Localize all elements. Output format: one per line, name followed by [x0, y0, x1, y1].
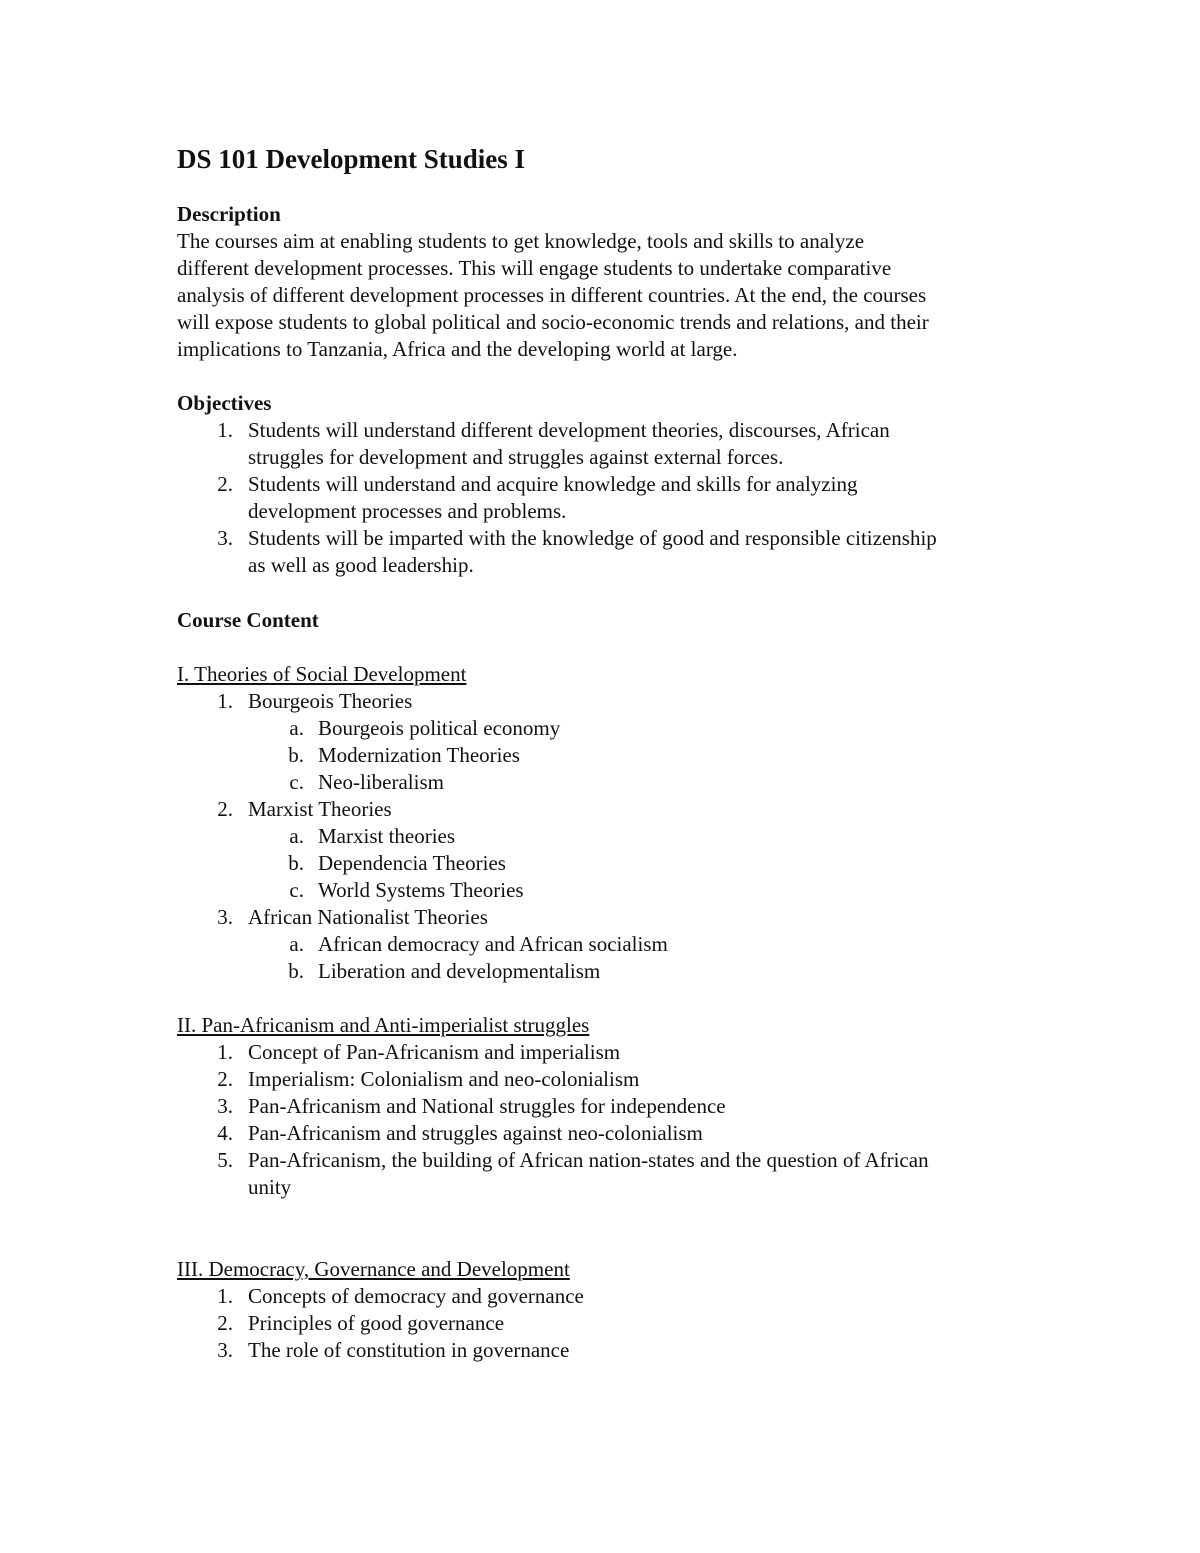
subitem-text: African democracy and African socialism: [318, 932, 668, 956]
list-letter: b.: [288, 851, 304, 875]
content-subitem: [0, 958, 1200, 985]
list-letter: c.: [289, 878, 304, 902]
subitem-text: Neo-liberalism: [318, 770, 444, 794]
list-letter: b.: [288, 743, 304, 767]
description-line: different development processes. This will engage students to undertake comparative: [177, 256, 892, 280]
objective-item: [0, 417, 1200, 471]
content-item: [0, 1093, 1200, 1120]
list-number: 3.: [217, 1338, 233, 1362]
subitem-text: Liberation and developmentalism: [318, 959, 601, 983]
content-item-text: Pan-Africanism and struggles against neo-colonialism: [248, 1121, 703, 1145]
objective-text: struggles for development and struggles against external forces.: [248, 445, 784, 469]
list-letter: a.: [289, 716, 304, 740]
description-line: will expose students to global political and socio-economic trends and relations, and their: [177, 310, 929, 334]
description-line: The courses aim at enabling students to get knowledge, tools and skills to analyze: [177, 229, 865, 253]
content-item-text: Principles of good governance: [248, 1311, 505, 1335]
list-number: 4.: [217, 1121, 233, 1145]
list-letter: a.: [289, 824, 304, 848]
list-number: 2.: [217, 472, 233, 496]
list-number: 1.: [217, 1040, 233, 1064]
subitem-text: World Systems Theories: [318, 878, 524, 902]
list-number: 1.: [217, 1284, 233, 1308]
content-subitem: [0, 850, 1200, 877]
content-item-text: Imperialism: Colonialism and neo-colonialism: [248, 1067, 640, 1091]
content-subitem: [0, 742, 1200, 769]
content-subitem: [0, 877, 1200, 904]
list-number: 1.: [217, 689, 233, 713]
content-item: [0, 796, 1200, 823]
section-list: [0, 688, 1200, 985]
content-item-text: Pan-Africanism and National struggles for independence: [248, 1094, 726, 1118]
content-item: [0, 1310, 1200, 1337]
content-subitem: [0, 769, 1200, 796]
content-item: [0, 1337, 1200, 1364]
description-paragraph: [177, 228, 1037, 363]
subitem-text: Modernization Theories: [318, 743, 520, 767]
course-content-heading: Course Content: [177, 608, 319, 632]
objective-item: [0, 471, 1200, 525]
subitem-text: Marxist theories: [318, 824, 456, 848]
content-item-text: Concept of Pan-Africanism and imperialism: [248, 1040, 621, 1064]
subitem-text: Bourgeois political economy: [318, 716, 561, 740]
content-subitem: [0, 823, 1200, 850]
list-number: 2.: [217, 1067, 233, 1091]
content-item: [0, 904, 1200, 931]
subitem-text: Dependencia Theories: [318, 851, 506, 875]
objective-text: as well as good leadership.: [248, 553, 474, 577]
list-letter: a.: [289, 932, 304, 956]
list-letter: c.: [289, 770, 304, 794]
content-item-text: unity: [248, 1175, 292, 1199]
section-title: II. Pan-Africanism and Anti-imperialist struggles: [177, 1013, 590, 1037]
content-item: [0, 688, 1200, 715]
objectives-heading: Objectives: [177, 391, 272, 415]
description-line: analysis of different development processes in different countries. At the end, the courses: [177, 283, 927, 307]
content-item-text: Marxist Theories: [248, 797, 392, 821]
description-heading: Description: [177, 202, 281, 226]
content-item: [0, 1039, 1200, 1066]
section-title: I. Theories of Social Development: [177, 662, 467, 686]
content-item: [0, 1283, 1200, 1310]
content-subitem: [0, 931, 1200, 958]
content-subitem: [0, 715, 1200, 742]
section-list: [0, 1039, 1200, 1201]
list-number: 3.: [217, 526, 233, 550]
content-item: [0, 1147, 1200, 1201]
list-number: 2.: [217, 1311, 233, 1335]
section-title: III. Democracy, Governance and Development: [177, 1257, 570, 1281]
content-item-text: Bourgeois Theories: [248, 689, 413, 713]
list-number: 5.: [217, 1148, 233, 1172]
document-title: DS 101 Development Studies I: [177, 144, 526, 174]
objective-text: development processes and problems.: [248, 499, 567, 523]
list-number: 3.: [217, 1094, 233, 1118]
objective-text: Students will understand different development theories, discourses, African: [248, 418, 890, 442]
objective-item: [0, 525, 1200, 579]
objective-text: Students will understand and acquire knowledge and skills for analyzing: [248, 472, 858, 496]
list-letter: b.: [288, 959, 304, 983]
content-item-text: African Nationalist Theories: [248, 905, 488, 929]
content-item-text: Concepts of democracy and governance: [248, 1284, 584, 1308]
list-number: 1.: [217, 418, 233, 442]
content-item: [0, 1120, 1200, 1147]
content-item-text: The role of constitution in governance: [248, 1338, 570, 1362]
content-item-text: Pan-Africanism, the building of African nation-states and the question of African: [248, 1148, 929, 1172]
section-list: [0, 1283, 1200, 1364]
objective-text: Students will be imparted with the knowledge of good and responsible citizenship: [248, 526, 937, 550]
description-line: implications to Tanzania, Africa and the developing world at large.: [177, 337, 738, 361]
content-item: [0, 1066, 1200, 1093]
objectives-list: [0, 417, 1200, 579]
list-number: 2.: [217, 797, 233, 821]
list-number: 3.: [217, 905, 233, 929]
